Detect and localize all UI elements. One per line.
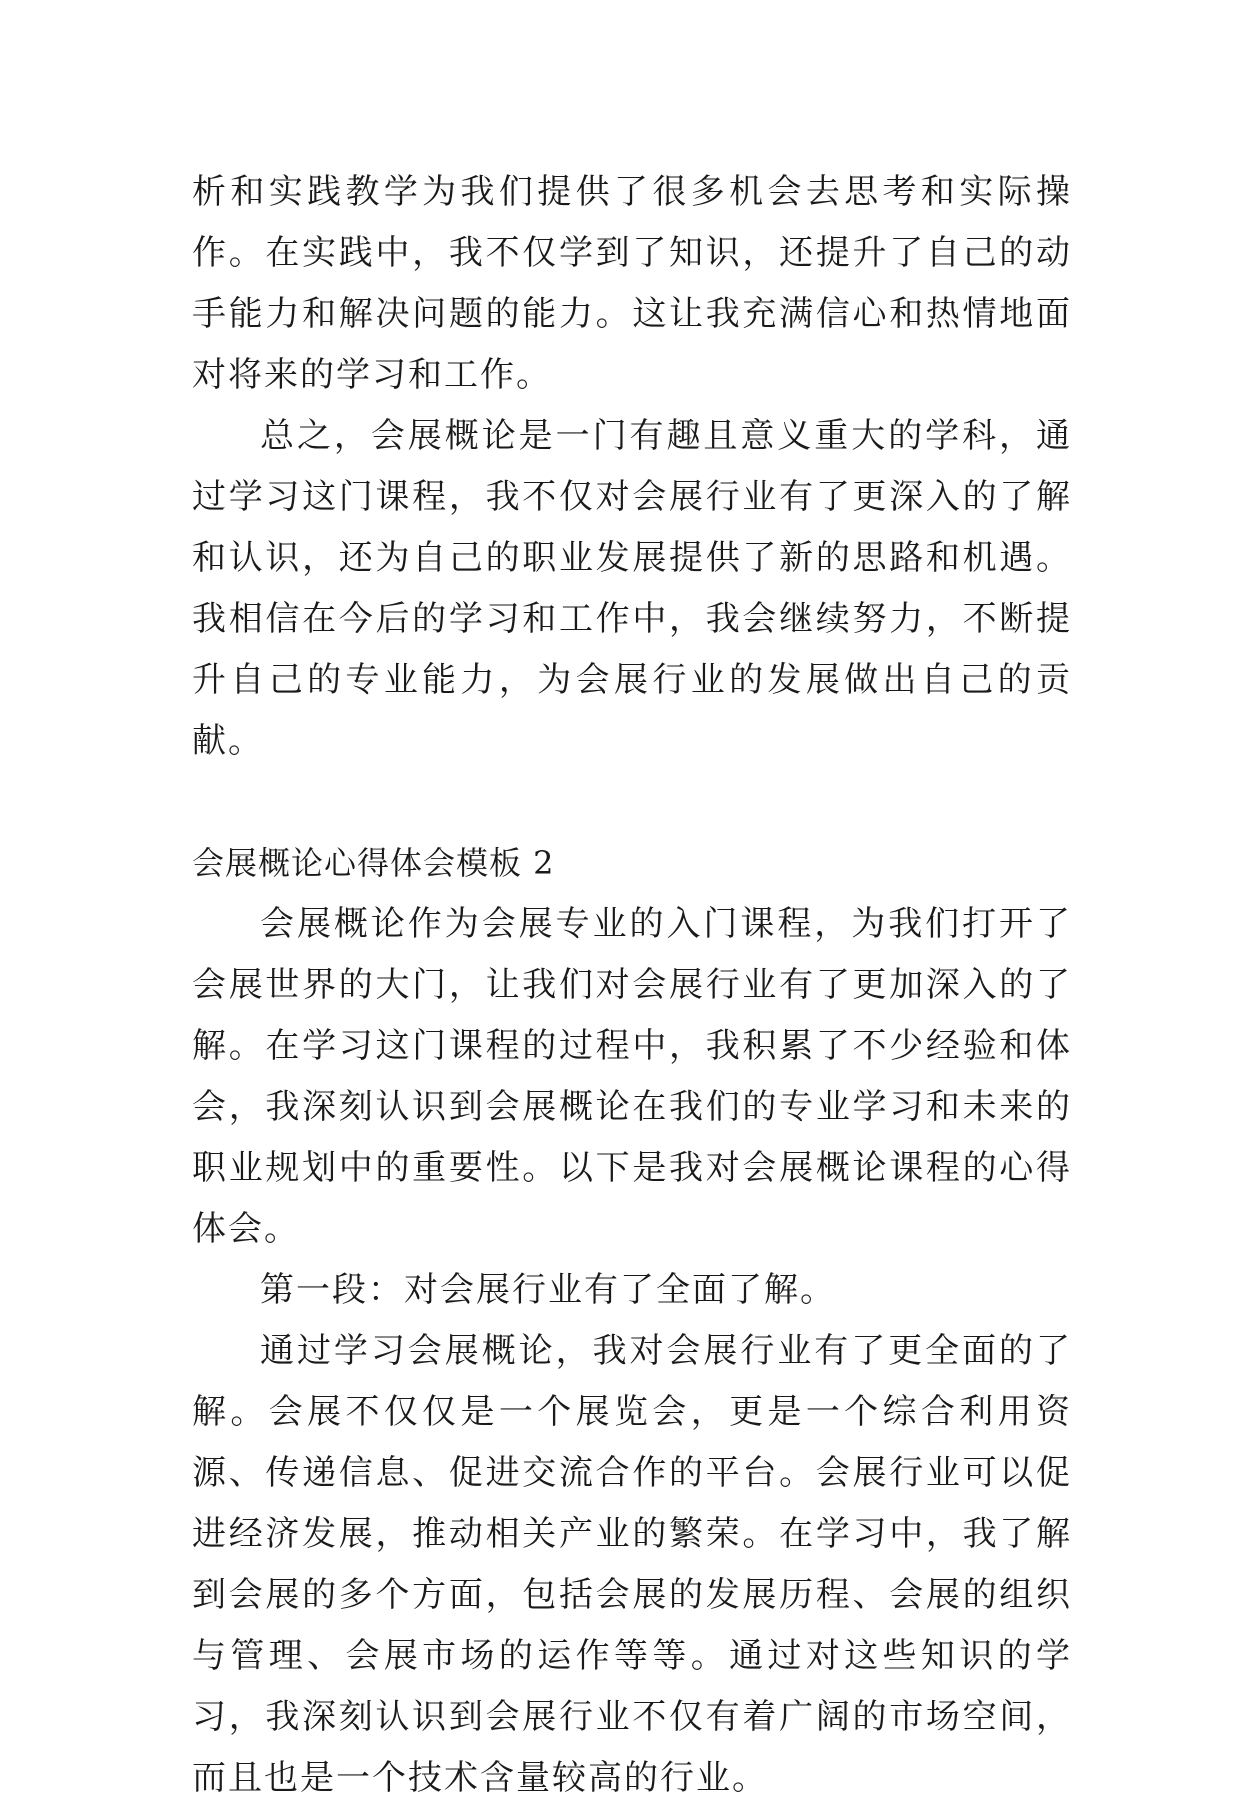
body-paragraph: 析和实践教学为我们提供了很多机会去思考和实际操作。在实践中，我不仅学到了知识，还提升了自己的动手能力和解决问题的能力。这让我充满信心和热情地面对将来的学习和工作。 [192,172,1072,395]
document-body [192,162,1072,1809]
section-title: 会展概论心得体会模板 2 [192,844,555,882]
body-paragraph: 总之，会展概论是一门有趣且意义重大的学科，通过学习这门课程，我不仅对会展行业有了更深入的了解和认识，还为自己的职业发展提供了新的思路和机遇。我相信在今后的学习和工作中，我会继续努力，不断提升自己的专业能力，为会展行业的发展做出自己的贡献。 [192,416,1072,761]
body-paragraph: 通过学习会展概论，我对会展行业有了更全面的了解。会展不仅仅是一个展览会，更是一个综合利用资源、传递信息、促进交流合作的平台。会展行业可以促进经济发展，推动相关产业的繁荣。在学习中，我了解到会展的多个方面，包括会展的发展历程、会展的组织与管理、会展市场的运作等等。通过对这些知识的学习，我深刻认识到会展行业不仅有着广阔的市场空间，而且也是一个技术含量较高的行业。 [192,1331,1072,1798]
body-paragraph: 第一段：对会展行业有了全面了解。 [260,1270,836,1310]
body-paragraph: 会展概论作为会展专业的入门课程，为我们打开了会展世界的大门，让我们对会展行业有了更加深入的了解。在学习这门课程的过程中，我积累了不少经验和体会，我深刻认识到会展概论在我们的专业学习和未来的职业规划中的重要性。以下是我对会展概论课程的心得体会。 [192,904,1072,1249]
